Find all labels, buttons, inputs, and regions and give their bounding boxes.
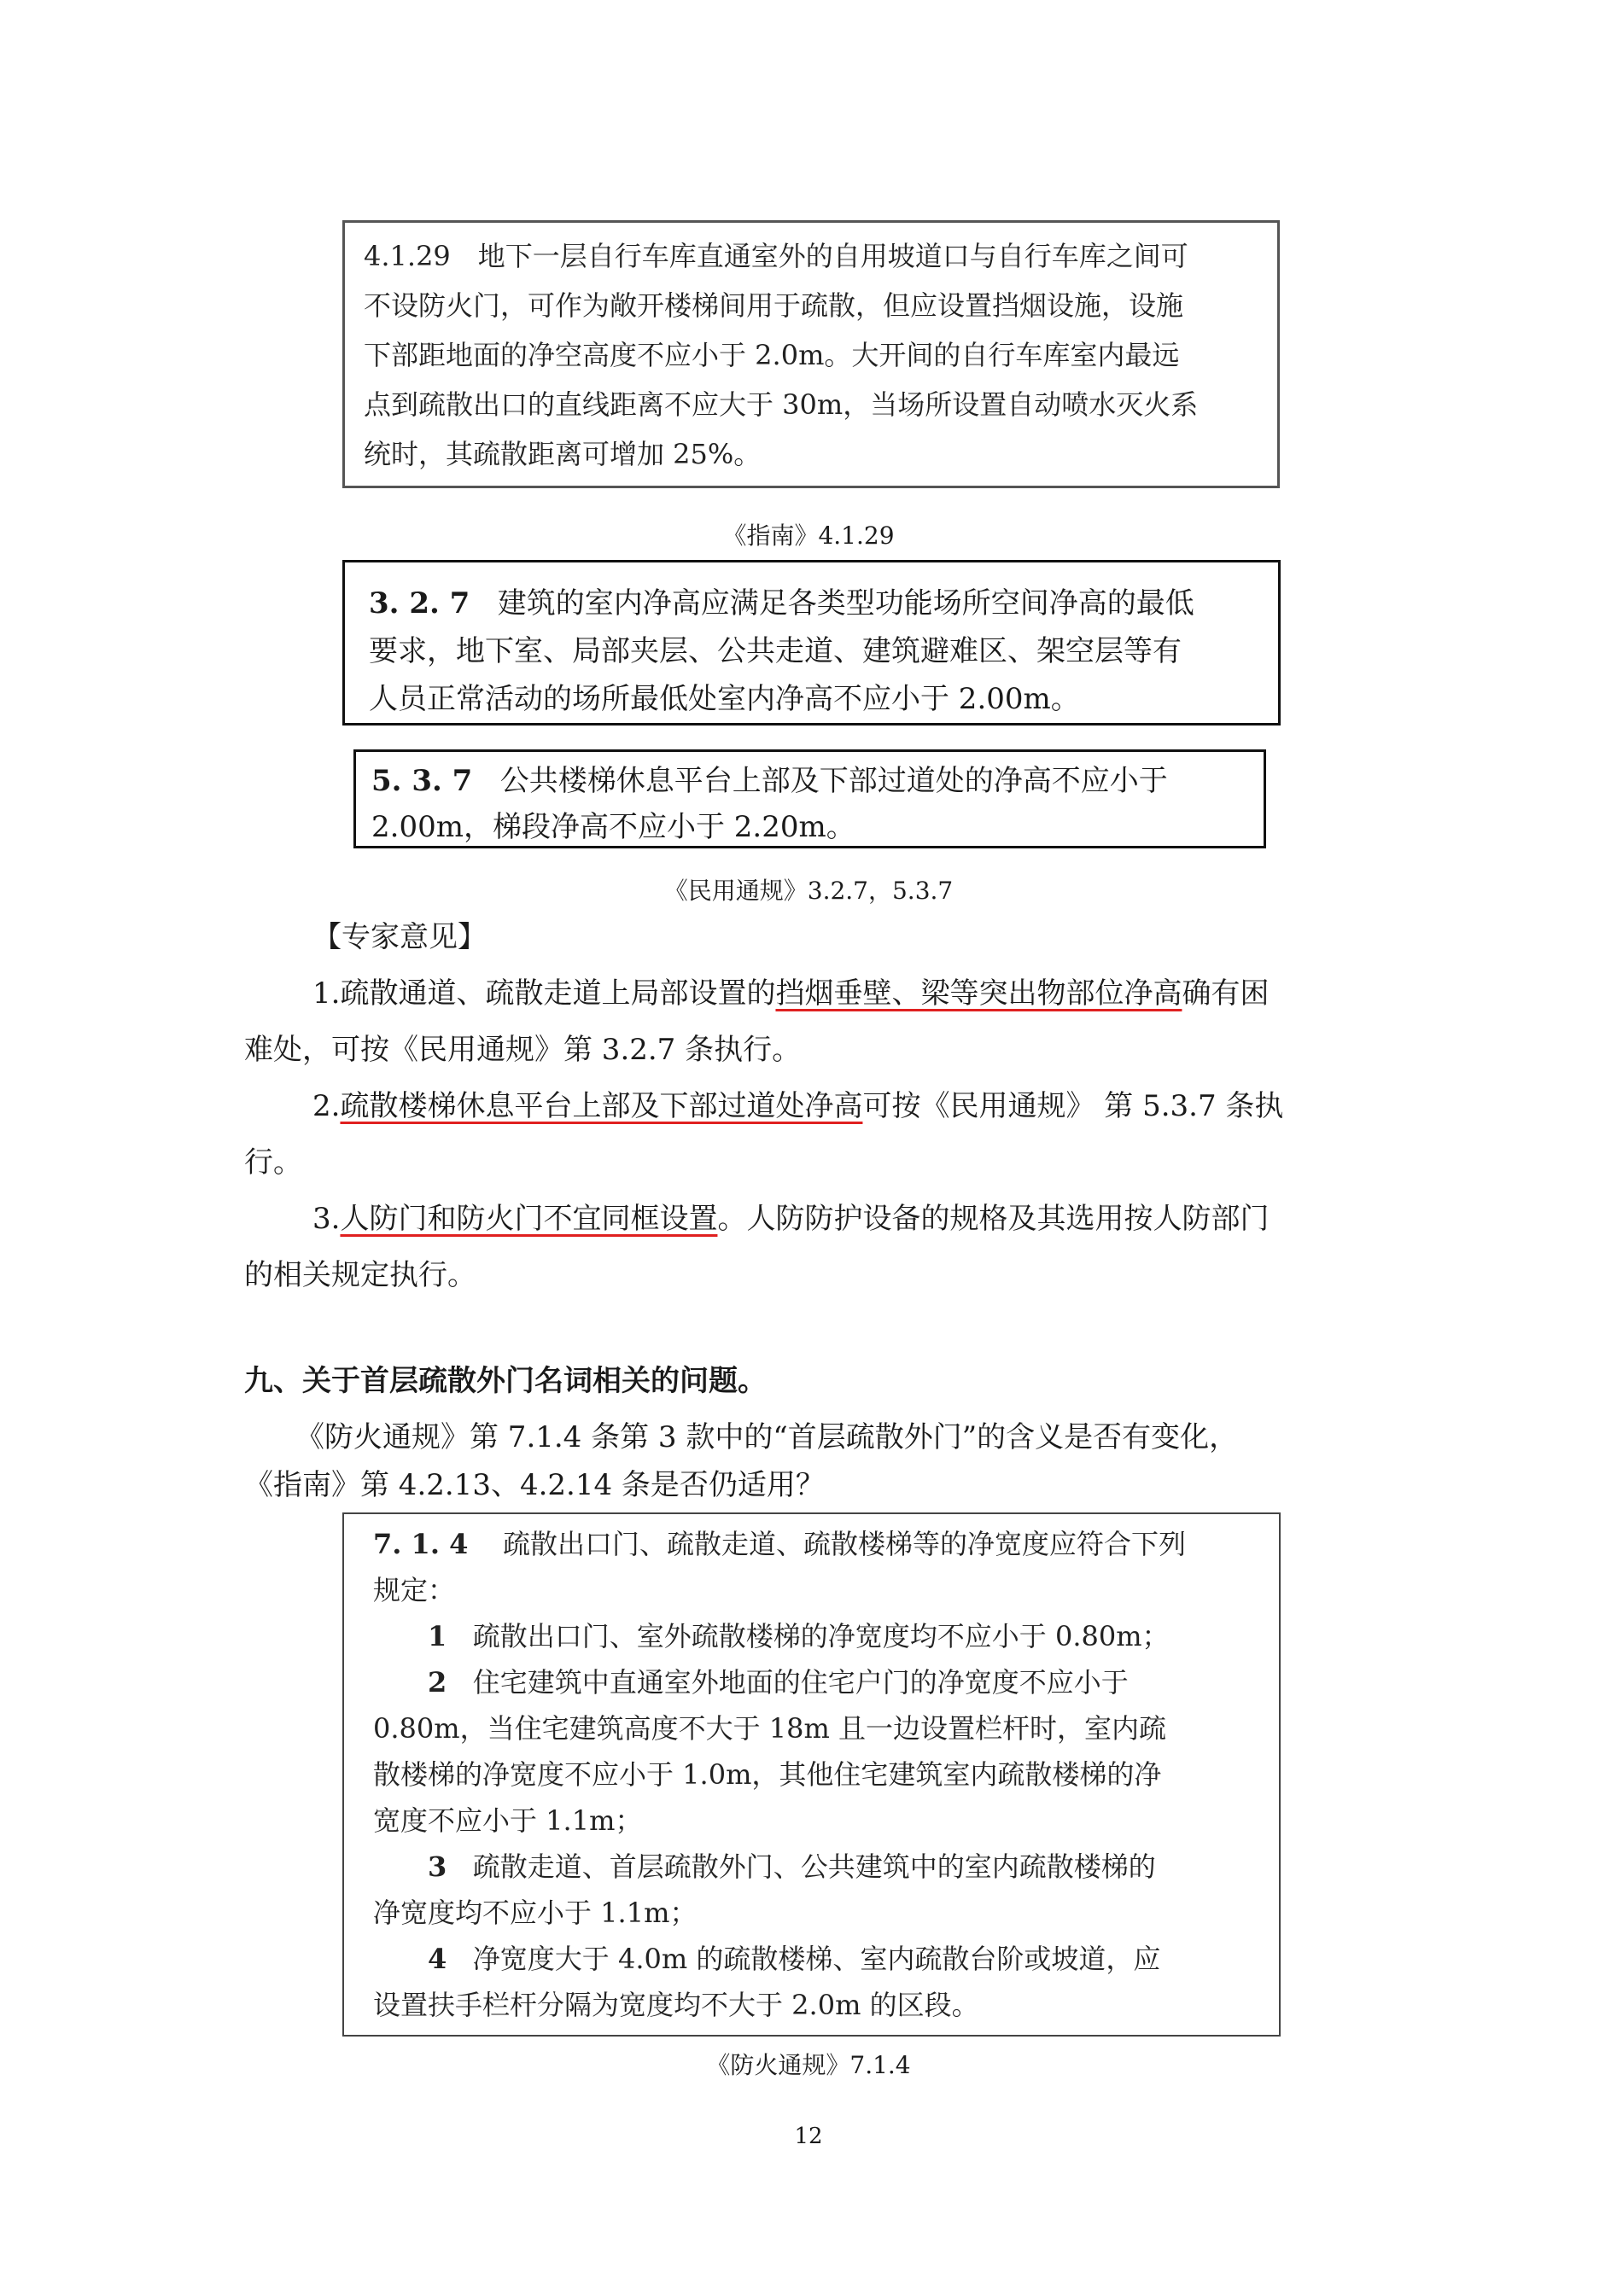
section-9-heading: 九、关于首层疏散外门名词相关的问题。 (244, 1364, 767, 1398)
guide-line-5: 统时，其疏散距离可增加 25%。 (364, 438, 762, 470)
clause-714-line-2: 规定： (373, 1574, 456, 1606)
expert-item-2-post: 可按《民用通规》 第 5.3.7 条执 (862, 1089, 1284, 1123)
clause-714-item-1-number: 1 (428, 1620, 447, 1652)
expert-item-1 (312, 970, 1269, 1011)
clause-714-item-3 (428, 1845, 1156, 1885)
expert-item-1-highlight: 挡烟垂壁、梁等突出物部位净高 (775, 976, 1182, 1011)
clause-714-item-3-text: 疏散走道、首层疏散外门、公共建筑中的室内疏散楼梯的 (472, 1850, 1156, 1883)
clause-714-item-2 (428, 1661, 1129, 1700)
clause-714-line-7: 宽度不应小于 1.1m； (373, 1804, 643, 1837)
clause-327-number: 3. 2. 7 (369, 586, 470, 621)
clause-714-line-5: 0.80m，当住宅建筑高度不大于 18m 且一边设置栏杆时，室内疏 (373, 1712, 1167, 1745)
guide-caption: 《指南》4.1.29 (722, 522, 895, 550)
clause-714-item-4-number: 4 (428, 1943, 447, 1975)
civil-clause-537-box (353, 749, 1266, 848)
guide-line-3: 下部距地面的净空高度不应小于 2.0m。大开间的自行车库室内最远 (364, 339, 1180, 371)
expert-item-3 (312, 1195, 1269, 1237)
guide-line-2: 不设防火门，可作为敞开楼梯间用于疏散，但应设置挡烟设施，设施 (364, 289, 1184, 322)
clause-714-item-2-number: 2 (428, 1666, 447, 1699)
clause-537-number: 5. 3. 7 (371, 764, 473, 798)
guide-line-4: 点到疏散出口的直线距离不应大于 30m，当场所设置自动喷水灭火系 (364, 388, 1199, 421)
clause-327-text-1: 建筑的室内净高应满足各类型功能场所空间净高的最低 (497, 586, 1194, 621)
expert-item-1-line-2: 难处，可按《民用通规》第 3.2.7 条执行。 (244, 1033, 802, 1067)
clause-714-number: 7. 1. 4 (373, 1528, 469, 1560)
clause-714-item-2-text: 住宅建筑中直通室外地面的住宅户门的净宽度不应小于 (472, 1666, 1129, 1699)
clause-714-item-1-text: 疏散出口门、室外疏散楼梯的净宽度均不应小于 0.80m； (472, 1620, 1170, 1652)
expert-item-2 (312, 1082, 1283, 1124)
clause-714-line-11: 设置扶手栏杆分隔为宽度均不大于 2.0m 的区段。 (373, 1989, 979, 2021)
clause-327-line-1 (369, 580, 1194, 621)
guide-clause-box (342, 220, 1280, 488)
guide-line-1: 4.1.29 地下一层自行车库直通室外的自用坡道口与自行车库之间可 (364, 240, 1188, 272)
clause-714-line-1 (373, 1523, 1186, 1562)
clause-714-line-9: 净宽度均不应小于 1.1m； (373, 1897, 698, 1929)
expert-item-3-pre: 3. (312, 1202, 341, 1236)
clause-327-line-2: 要求，地下室、局部夹层、公共走道、建筑避难区、架空层等有 (369, 634, 1182, 668)
civil-caption: 《民用通规》3.2.7，5.3.7 (663, 877, 954, 905)
expert-item-1-post: 确有困 (1182, 976, 1270, 1011)
expert-item-3-highlight: 人防门和防火门不宜同框设置 (340, 1202, 718, 1236)
expert-item-2-line-2: 行。 (244, 1145, 302, 1180)
expert-item-3-line-2: 的相关规定执行。 (244, 1258, 476, 1292)
clause-714-text-1: 疏散出口门、疏散走道、疏散楼梯等的净宽度应符合下列 (503, 1528, 1187, 1560)
clause-537-line-1 (371, 757, 1168, 799)
expert-item-3-post: 。人防防护设备的规格及其选用按人防部门 (717, 1202, 1270, 1236)
fire-caption: 《防火通规》7.1.4 (706, 2051, 911, 2079)
clause-714-line-6: 散楼梯的净宽度不应小于 1.0m，其他住宅建筑室内疏散楼梯的净 (373, 1758, 1162, 1791)
clause-537-text-1: 公共楼梯休息平台上部及下部过道处的净高不应小于 (499, 764, 1168, 798)
section-9-question-line-2: 《指南》第 4.2.13、4.2.14 条是否仍适用？ (244, 1468, 825, 1502)
clause-714-item-4-text: 净宽度大于 4.0m 的疏散楼梯、室内疏散台阶或坡道，应 (472, 1943, 1161, 1975)
expert-item-2-pre: 2. (312, 1089, 341, 1123)
clause-327-line-3: 人员正常活动的场所最低处室内净高不应小于 2.00m。 (369, 682, 1080, 716)
expert-item-1-pre: 1.疏散通道、疏散走道上局部设置的 (312, 976, 776, 1011)
clause-537-line-2: 2.00m，梯段净高不应小于 2.20m。 (371, 810, 855, 844)
civil-clause-327-box (342, 560, 1281, 726)
expert-item-2-highlight: 疏散楼梯休息平台上部及下部过道处净高 (340, 1089, 863, 1123)
expert-heading: 【专家意见】 (312, 920, 487, 954)
fire-clause-714-box (342, 1512, 1281, 2037)
clause-714-item-1 (428, 1615, 1170, 1654)
section-9-question-line-1: 《防火通规》第 7.1.4 条第 3 款中的“首层疏散外门”的含义是否有变化， (295, 1420, 1239, 1454)
clause-714-item-3-number: 3 (428, 1850, 447, 1883)
page-number: 12 (794, 2124, 823, 2149)
clause-714-item-4 (428, 1938, 1160, 1977)
